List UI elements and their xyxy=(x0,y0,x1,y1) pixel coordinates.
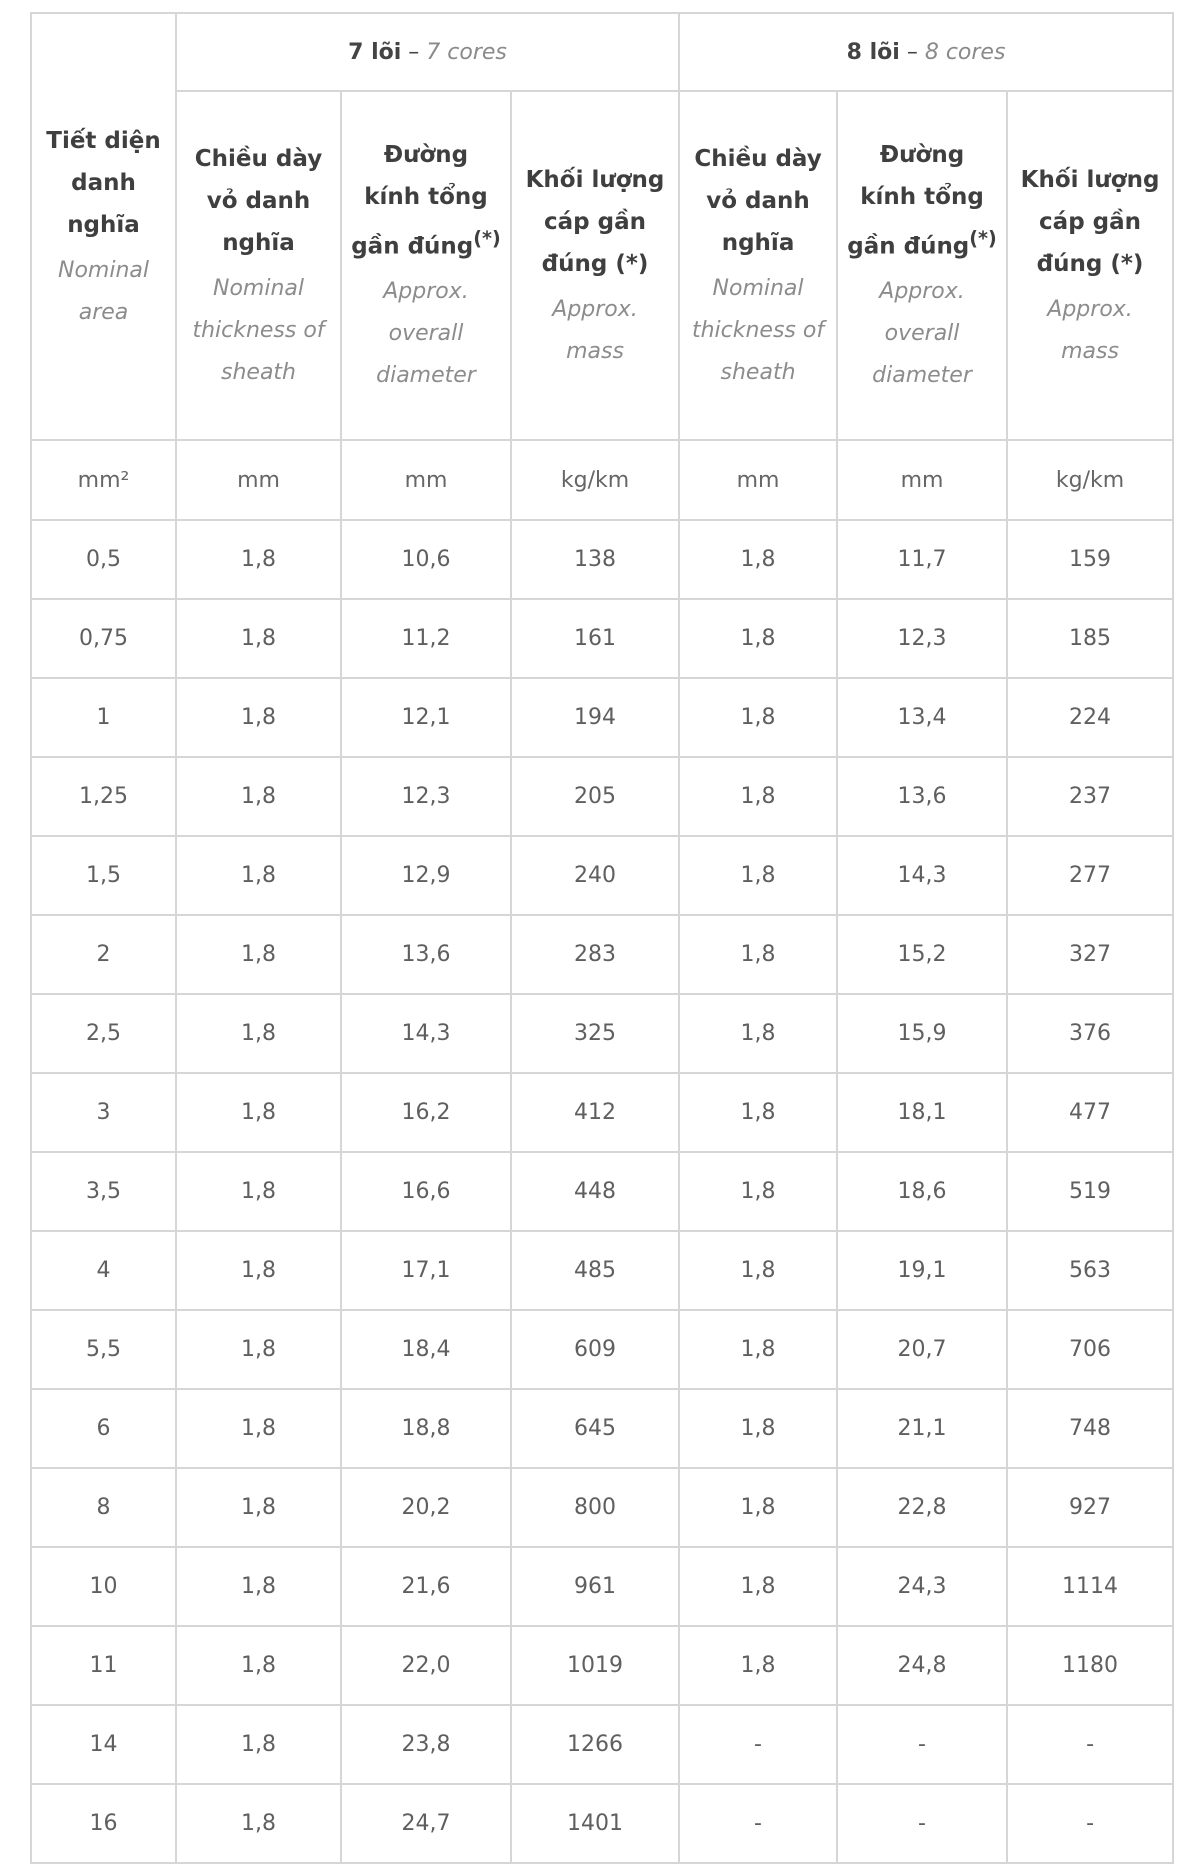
header-thickness-en: Nominal thickness of sheath xyxy=(192,275,325,385)
table-cell: 609 xyxy=(511,1310,679,1389)
table-cell: 18,6 xyxy=(837,1152,1007,1231)
table-cell: 1,8 xyxy=(176,1784,341,1863)
header-nominal-area xyxy=(31,13,176,440)
group-8-cores xyxy=(679,13,1173,91)
table-cell: 1114 xyxy=(1007,1547,1173,1626)
header-diameter-footnote: (*) xyxy=(969,226,997,250)
group-8-cores-vn: 8 lõi xyxy=(846,39,900,65)
table-cell: 706 xyxy=(1007,1310,1173,1389)
table-cell: 12,3 xyxy=(341,757,511,836)
table-row xyxy=(31,915,1173,994)
table-cell: 563 xyxy=(1007,1231,1173,1310)
table-cell: 194 xyxy=(511,678,679,757)
header-diameter-vn-text: Đường kính tổng gần đúng xyxy=(847,141,984,260)
table-cell: 15,2 xyxy=(837,915,1007,994)
table-cell: 1,8 xyxy=(176,994,341,1073)
table-cell: 927 xyxy=(1007,1468,1173,1547)
table-cell: 1,8 xyxy=(679,836,837,915)
header-nominal-area-vn: Tiết diện danh nghĩa xyxy=(46,127,161,238)
table-cell: 485 xyxy=(511,1231,679,1310)
table-cell: 1,8 xyxy=(176,678,341,757)
group-7-cores-vn: 7 lõi xyxy=(348,39,402,65)
table-cell: 11 xyxy=(31,1626,176,1705)
table-cell: 21,6 xyxy=(341,1547,511,1626)
table-body xyxy=(31,440,1173,1863)
header-mass-8 xyxy=(1007,91,1173,440)
table-row xyxy=(31,1626,1173,1705)
table-cell: 283 xyxy=(511,915,679,994)
table-cell: 24,8 xyxy=(837,1626,1007,1705)
header-mass-vn: Khối lượng cáp gần đúng (*) xyxy=(525,166,665,277)
table-cell: 10,6 xyxy=(341,520,511,599)
table-cell: 16,6 xyxy=(341,1152,511,1231)
header-diameter-8 xyxy=(837,91,1007,440)
table-cell: 1,8 xyxy=(176,1468,341,1547)
table-cell: 1,8 xyxy=(679,915,837,994)
table-cell: 18,1 xyxy=(837,1073,1007,1152)
table-cell: 6 xyxy=(31,1389,176,1468)
header-thickness-en: Nominal thickness of sheath xyxy=(691,275,825,385)
header-diameter-footnote: (*) xyxy=(473,226,501,250)
table-cell: 18,4 xyxy=(341,1310,511,1389)
unit-cell: mm² xyxy=(31,440,176,520)
table-row xyxy=(31,1152,1173,1231)
table-cell: 1,8 xyxy=(176,1231,341,1310)
table-row xyxy=(31,836,1173,915)
header-diameter-vn xyxy=(838,134,1006,268)
units-row xyxy=(31,440,1173,520)
table-cell: 11,7 xyxy=(837,520,1007,599)
table-row xyxy=(31,520,1173,599)
table-cell: 3 xyxy=(31,1073,176,1152)
table-cell: 237 xyxy=(1007,757,1173,836)
table-cell: 1401 xyxy=(511,1784,679,1863)
table-cell: 1,8 xyxy=(176,1705,341,1784)
table-cell: 8 xyxy=(31,1468,176,1547)
table-cell: 1,8 xyxy=(176,1310,341,1389)
table-row xyxy=(31,1310,1173,1389)
table-cell: 1,8 xyxy=(679,1073,837,1152)
table-cell: 1,8 xyxy=(176,599,341,678)
table-cell: 1,8 xyxy=(679,520,837,599)
table-cell: 12,9 xyxy=(341,836,511,915)
table-cell: 10 xyxy=(31,1547,176,1626)
table-cell: 1,8 xyxy=(679,678,837,757)
table-cell: - xyxy=(679,1784,837,1863)
table-cell: 1 xyxy=(31,678,176,757)
table-cell: 1,8 xyxy=(679,994,837,1073)
table-cell: 23,8 xyxy=(341,1705,511,1784)
table-cell: 20,2 xyxy=(341,1468,511,1547)
unit-cell: mm xyxy=(837,440,1007,520)
table-cell: 4 xyxy=(31,1231,176,1310)
table-cell: 24,7 xyxy=(341,1784,511,1863)
unit-cell: kg/km xyxy=(1007,440,1173,520)
table-cell: 748 xyxy=(1007,1389,1173,1468)
header-nominal-area-en: Nominal area xyxy=(58,257,149,325)
table-row xyxy=(31,599,1173,678)
table-row xyxy=(31,994,1173,1073)
table-cell: 1,8 xyxy=(176,836,341,915)
table-cell: 13,6 xyxy=(837,757,1007,836)
table-cell: 2 xyxy=(31,915,176,994)
table-cell: - xyxy=(1007,1705,1173,1784)
table-cell: 240 xyxy=(511,836,679,915)
table-cell: 14,3 xyxy=(341,994,511,1073)
table-cell: 1,8 xyxy=(679,1310,837,1389)
header-diameter-vn xyxy=(342,134,510,268)
table-cell: - xyxy=(837,1784,1007,1863)
table-cell: 13,6 xyxy=(341,915,511,994)
table-cell: 3,5 xyxy=(31,1152,176,1231)
header-diameter-en: Approx. overall diameter xyxy=(376,279,476,389)
table-cell: 20,7 xyxy=(837,1310,1007,1389)
table-cell: 327 xyxy=(1007,915,1173,994)
table-cell: 1,25 xyxy=(31,757,176,836)
table-cell: 1,8 xyxy=(679,1626,837,1705)
table-cell: 1,8 xyxy=(176,1389,341,1468)
table-cell: 1,8 xyxy=(679,1152,837,1231)
header-mass-en: Approx. mass xyxy=(552,296,638,364)
group-header-row xyxy=(31,13,1173,91)
table-cell: 645 xyxy=(511,1389,679,1468)
table-cell: 1,8 xyxy=(176,1626,341,1705)
table-row xyxy=(31,678,1173,757)
table-cell: 185 xyxy=(1007,599,1173,678)
table-row xyxy=(31,1231,1173,1310)
header-diameter-vn-text: Đường kính tổng gần đúng xyxy=(351,141,488,260)
table-cell: - xyxy=(1007,1784,1173,1863)
table-cell: 22,8 xyxy=(837,1468,1007,1547)
table-cell: 5,5 xyxy=(31,1310,176,1389)
table-row xyxy=(31,1705,1173,1784)
table-cell: 1,8 xyxy=(679,1468,837,1547)
table-cell: 376 xyxy=(1007,994,1173,1073)
group-8-cores-separator: – xyxy=(899,39,925,65)
header-thickness-vn: Chiều dày vỏ danh nghĩa xyxy=(694,145,822,256)
column-header-row xyxy=(31,91,1173,440)
table-cell: 224 xyxy=(1007,678,1173,757)
table-cell: 16,2 xyxy=(341,1073,511,1152)
header-mass-vn: Khối lượng cáp gần đúng (*) xyxy=(1020,166,1160,277)
header-thickness-7 xyxy=(176,91,341,440)
table-cell: 0,75 xyxy=(31,599,176,678)
table-cell: 12,3 xyxy=(837,599,1007,678)
unit-cell: mm xyxy=(679,440,837,520)
table-cell: 1,8 xyxy=(679,1547,837,1626)
table-cell: 13,4 xyxy=(837,678,1007,757)
table-cell: 1,8 xyxy=(679,599,837,678)
header-mass-7 xyxy=(511,91,679,440)
group-7-cores xyxy=(176,13,679,91)
table-row xyxy=(31,1389,1173,1468)
table-row xyxy=(31,1468,1173,1547)
table-cell: 1180 xyxy=(1007,1626,1173,1705)
unit-cell: mm xyxy=(341,440,511,520)
table-cell: 1,5 xyxy=(31,836,176,915)
table-cell: 1019 xyxy=(511,1626,679,1705)
table-cell: 18,8 xyxy=(341,1389,511,1468)
header-mass-en: Approx. mass xyxy=(1047,296,1133,364)
table-cell: 19,1 xyxy=(837,1231,1007,1310)
table-cell: 24,3 xyxy=(837,1547,1007,1626)
table-cell: 11,2 xyxy=(341,599,511,678)
header-thickness-vn: Chiều dày vỏ danh nghĩa xyxy=(194,145,323,256)
table-cell: 159 xyxy=(1007,520,1173,599)
table-row xyxy=(31,757,1173,836)
table-cell: 1,8 xyxy=(176,1073,341,1152)
table-cell: 16 xyxy=(31,1784,176,1863)
table-cell: 1,8 xyxy=(679,1231,837,1310)
group-7-cores-separator: – xyxy=(401,39,427,65)
table-cell: 519 xyxy=(1007,1152,1173,1231)
table-cell: 205 xyxy=(511,757,679,836)
table-cell: 477 xyxy=(1007,1073,1173,1152)
cable-spec-table xyxy=(30,12,1174,1864)
table-cell: 14,3 xyxy=(837,836,1007,915)
table-cell: 21,1 xyxy=(837,1389,1007,1468)
table-row xyxy=(31,1547,1173,1626)
table-cell: 14 xyxy=(31,1705,176,1784)
table-cell: 1,8 xyxy=(679,1389,837,1468)
group-8-cores-en: 8 cores xyxy=(924,39,1006,65)
table-cell: 1,8 xyxy=(679,757,837,836)
table-cell: 12,1 xyxy=(341,678,511,757)
table-cell: 1,8 xyxy=(176,1547,341,1626)
table-cell: 1,8 xyxy=(176,915,341,994)
table-cell: 138 xyxy=(511,520,679,599)
table-cell: 1,8 xyxy=(176,1152,341,1231)
header-diameter-7 xyxy=(341,91,511,440)
table-cell: 1266 xyxy=(511,1705,679,1784)
table-cell: 325 xyxy=(511,994,679,1073)
unit-cell: kg/km xyxy=(511,440,679,520)
table-cell: 277 xyxy=(1007,836,1173,915)
table-cell: 0,5 xyxy=(31,520,176,599)
table-cell: 1,8 xyxy=(176,757,341,836)
table-row xyxy=(31,1073,1173,1152)
group-7-cores-en: 7 cores xyxy=(426,39,507,65)
table-cell: 17,1 xyxy=(341,1231,511,1310)
table-cell: 1,8 xyxy=(176,520,341,599)
table-cell: 22,0 xyxy=(341,1626,511,1705)
table-cell: 412 xyxy=(511,1073,679,1152)
table-cell: 800 xyxy=(511,1468,679,1547)
header-thickness-8 xyxy=(679,91,837,440)
table-cell: 961 xyxy=(511,1547,679,1626)
table-cell: - xyxy=(837,1705,1007,1784)
table-cell: 15,9 xyxy=(837,994,1007,1073)
table-cell: 161 xyxy=(511,599,679,678)
unit-cell: mm xyxy=(176,440,341,520)
table-cell: - xyxy=(679,1705,837,1784)
table-cell: 448 xyxy=(511,1152,679,1231)
table-row xyxy=(31,1784,1173,1863)
table-cell: 2,5 xyxy=(31,994,176,1073)
header-diameter-en: Approx. overall diameter xyxy=(872,279,972,389)
